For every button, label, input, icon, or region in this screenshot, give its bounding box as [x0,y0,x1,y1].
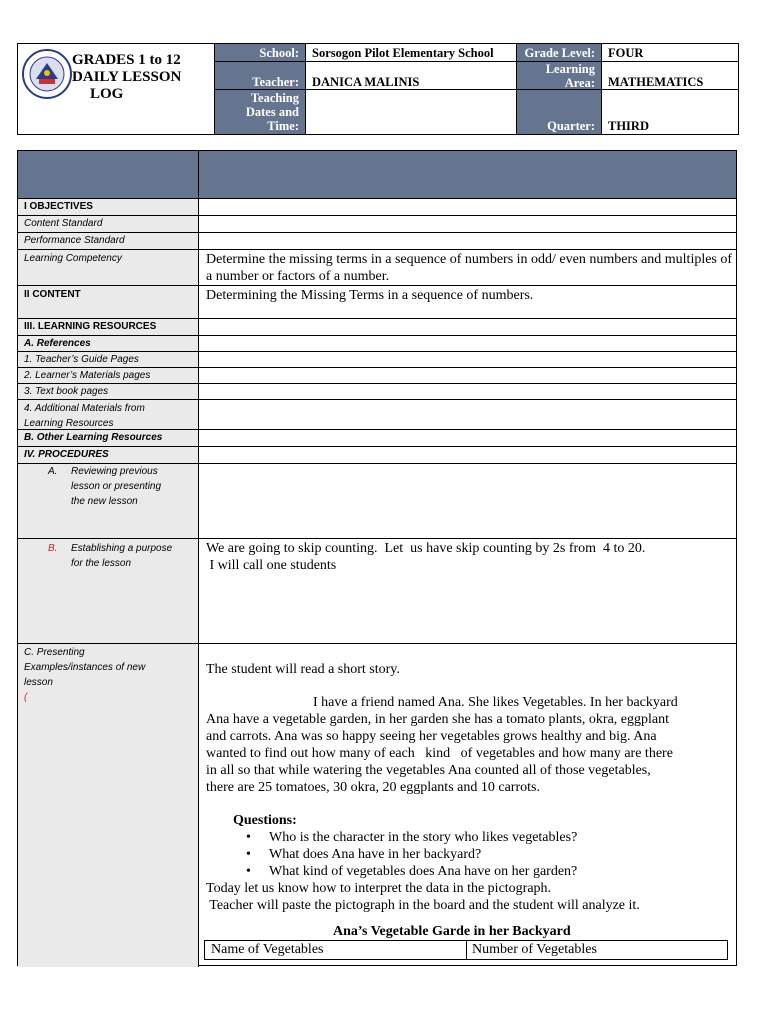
table-row [18,233,736,250]
other-resources-label: B. Other Learning Resources [18,430,199,446]
list-item: • Who is the character in the story who likes vegetables? [246,830,578,845]
learning-area-value: MATHEMATICS [602,62,738,90]
questions-title: Questions: [233,813,297,828]
content-value: Determining the Missing Terms in a sequence of numbers. [206,288,534,303]
school-label: School: [214,44,306,62]
deped-logo [22,49,72,99]
lesson-log-header [17,43,739,135]
learners-materials-label: 2. Learner’s Materials pages [18,368,199,383]
teacher-value: DANICA MALINIS [306,62,516,90]
learning-competency-value: Determine the missing terms in a sequence of numbers in odd/ even numbers and multiples of a number or factors of a number. [206,252,733,284]
procedure-b-label: B. Establishing a purpose for the lesson [18,539,199,643]
table-row [18,539,736,644]
table-row [18,216,736,233]
procedure-c-label: C. Presenting Examples/instances of new lesson ( [18,644,199,967]
questions-list [206,829,736,880]
table-row [18,352,736,368]
additional-materials-label: 4. Additional Materials from Learning Resources [18,400,199,429]
performance-standard-label: Performance Standard [18,233,199,249]
school-value: Sorsogon Pilot Elementary School [306,44,516,62]
text-book-label: 3. Text book pages [18,384,199,399]
teaching-dates-value [306,90,516,134]
lesson-table [17,150,737,966]
procedure-a-label: A. Reviewing previous lesson or presenting the new lesson [18,464,199,538]
quarter-label: Quarter: [516,90,602,134]
table-row [18,464,736,539]
grade-level-value: FOUR [602,44,738,62]
list-item: • What kind of vegetables does Ana have on her garden? [246,864,578,879]
table-row [18,286,736,319]
table-row [18,336,736,352]
procedure-b-content: We are going to skip counting. Let us have skip counting by 2s from 4 to 20. I will call one students [206,541,646,573]
teachers-guide-label: 1. Teacher’s Guide Pages [18,352,199,367]
header-title: GRADES 1 to 12 DAILY LESSON LOG [72,52,182,102]
table-row [18,319,736,336]
teacher-label: Teacher: [214,62,306,90]
grade-level-label: Grade Level: [516,44,602,62]
references-label: A. References [18,336,199,351]
procedure-c-content: The student will read a short story. I have a friend named Ana. She likes Vegetables. In her backyard Ana have a vegetable garden, in her garden she has a tomato plants, okra, eggplant and carrots. Ana was so happy seeing her vegetables grows healthy and big. Ana wanted to find out how many of each kind of vegetables and how many are there in all so that while watering the vegetables Ana counted all of those vegetables, there are 25 tomatoes, 30 okra, 20 eggplants and 10 carrots. Questions: • Who is the character in the story who likes vegetables? • What does Ana have in her backyard? • What kind of vegetables does Ana have on her garden? Today let us know how to interpret the data in the pictograph. Teacher will paste the pictograph in the board and the student will analyze it. Ana’s Vegetable Garde in her Backyard Name of Vegetables Number of Vegetables [199,644,736,967]
list-item: • What does Ana have in her backyard? [246,847,482,862]
content-label: II CONTENT [18,286,199,318]
objectives-label: I OBJECTIVES [18,199,199,215]
pictograph-table: Name of Vegetables Number of Vegetables [204,940,728,960]
content-standard-label: Content Standard [18,216,199,232]
table-header-row [18,151,736,199]
learning-competency-label: Learning Competency [18,250,199,285]
table-row [18,384,736,400]
quarter-value: THIRD [608,119,649,133]
pictograph-title: Ana’s Vegetable Garde in her Backyard [333,924,571,939]
table-row [18,400,736,430]
learning-area-label: Learning Area: [516,62,602,90]
table-row [18,644,736,967]
procedures-label: IV. PROCEDURES [18,447,199,463]
teaching-dates-label: Teaching Dates and Time: [214,90,306,134]
table-row [18,250,736,286]
table-row [18,368,736,384]
table-row [18,430,736,447]
story-intro: The student will read a short story. [206,662,400,677]
story-text: I have a friend named Ana. She likes Vegetables. In her backyard Ana have a vegetable garden, in her garden she has a tomato plants, okra, eggplant and carrots. Ana was so happy seeing her vegetables grows healthy and big. Ana wanted to find out how many of each kind of vegetables and how many are there in all so that while watering the vegetables Ana counted all of those vegetables, there are 25 tomatoes, 30 okra, 20 eggplants and 10 carrots. [206,695,678,795]
table-row [18,199,736,216]
learning-resources-label: III. LEARNING RESOURCES [18,319,199,335]
table-row [18,447,736,464]
